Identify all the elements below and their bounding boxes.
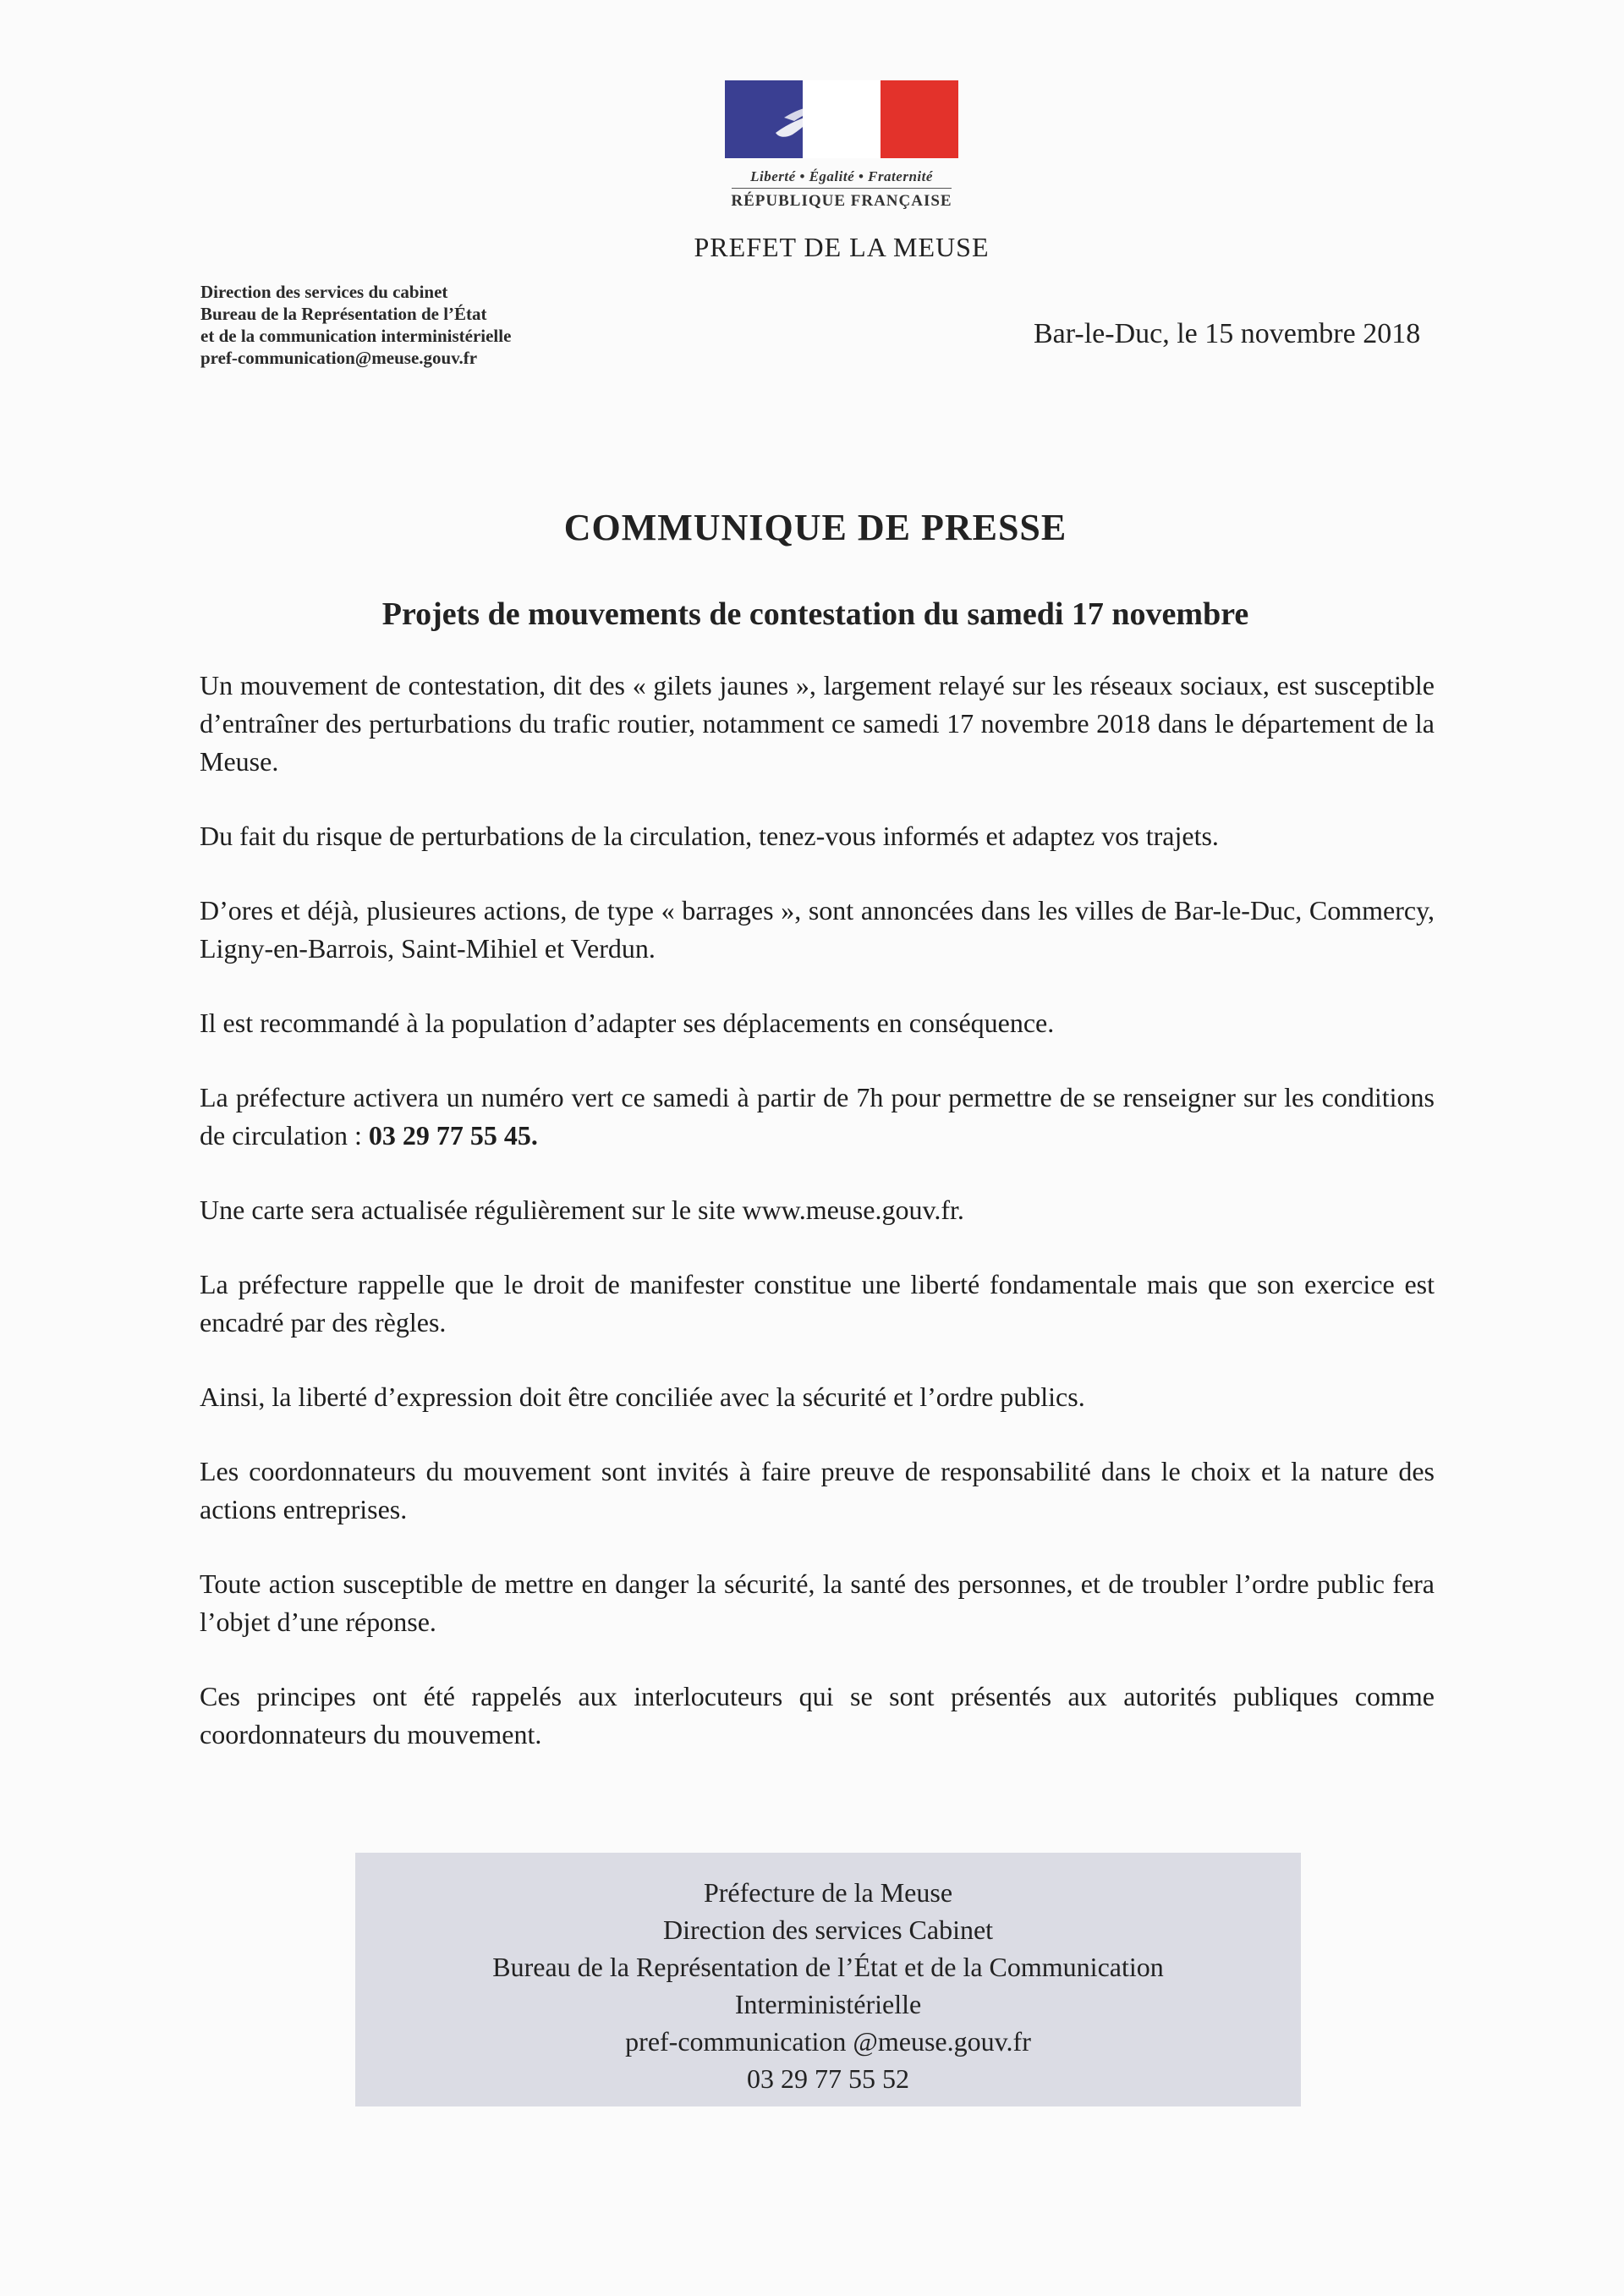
sender-line: Bureau de la Représentation de l’État — [200, 304, 487, 324]
body-text — [200, 667, 1435, 1754]
prefet-heading: PREFET DE LA MEUSE — [694, 232, 990, 262]
date-line: Bar-le-Duc, le 15 novembre 2018 — [1034, 318, 1421, 349]
sender-block — [200, 281, 511, 369]
paragraph: Toute action susceptible de mettre en danger la sécurité, la santé des personnes, et de troubler l’ordre public fera l’objet d’une réponse. — [200, 1568, 1435, 1637]
sender-line: et de la communication interministérielle — [200, 326, 512, 346]
marianne-profile-icon — [725, 80, 958, 158]
footer-line: Bureau de la Représentation de l’État et de la Communication — [492, 1952, 1164, 1982]
contact-footer-box — [355, 1853, 1301, 2106]
paragraph: D’ores et déjà, plusieures actions, de type « barrages », sont annoncées dans les villes de Bar-le-Duc, Commercy, Ligny-en-Barrois, Saint-Mihiel et Verdun. — [200, 895, 1435, 964]
divider — [732, 188, 952, 189]
page-subtitle: Projets de mouvements de contestation du samedi 17 novembre — [381, 596, 1249, 632]
footer-line: Préfecture de la Meuse — [703, 1877, 953, 1908]
paragraph: Les coordonnateurs du mouvement sont invités à faire preuve de responsabilité dans le choix et la nature des actions entreprises. — [200, 1456, 1435, 1524]
republique-francaise-logo — [723, 80, 960, 211]
paragraph: Du fait du risque de perturbations de la circulation, tenez-vous informés et adaptez vos trajets. — [200, 821, 1219, 851]
footer-email: pref-communication @meuse.gouv.fr — [625, 2026, 1031, 2057]
paragraph: Ces principes ont été rappelés aux interlocuteurs qui se sont présentés aux autorités publiques comme coordonnateurs du mouvement. — [200, 1681, 1435, 1749]
paragraph-phone — [200, 1079, 1435, 1155]
green-number: 03 29 77 55 45. — [368, 1120, 538, 1151]
marianne-flag-logo — [725, 80, 958, 158]
sender-email: pref-communication@meuse.gouv.fr — [200, 348, 478, 368]
footer-line: Direction des services Cabinet — [662, 1914, 994, 1945]
motto: Liberté • Égalité • Fraternité — [750, 168, 933, 184]
republic-name: RÉPUBLIQUE FRANÇAISE — [731, 192, 952, 210]
paragraph: Une carte sera actualisée régulièrement sur le site www.meuse.gouv.fr. — [200, 1195, 964, 1225]
paragraph: Il est recommandé à la population d’adapter ses déplacements en conséquence. — [200, 1008, 1055, 1038]
page-title: COMMUNIQUE DE PRESSE — [563, 507, 1067, 548]
sender-line: Direction des services du cabinet — [200, 282, 448, 302]
paragraph: Ainsi, la liberté d’expression doit être conciliée avec la sécurité et l’ordre publics. — [200, 1381, 1085, 1412]
footer-line: Interministérielle — [734, 1989, 922, 2019]
paragraph: Un mouvement de contestation, dit des « gilets jaunes », largement relayé sur les réseaux sociaux, est susceptible d’entraîner des perturbations du trafic routier, notamment ce samedi 17 novembre 2018 dans le département de la Meuse. — [200, 670, 1435, 777]
paragraph: La préfecture rappelle que le droit de manifester constitue une liberté fondamentale mais que son exercice est encadré par des règles. — [200, 1269, 1435, 1338]
paragraph-text: La préfecture activera un numéro vert ce samedi à partir de 7h pour permettre de se renseigner sur les conditions de circulation : — [200, 1082, 1435, 1151]
footer-phone: 03 29 77 55 52 — [747, 2063, 909, 2094]
